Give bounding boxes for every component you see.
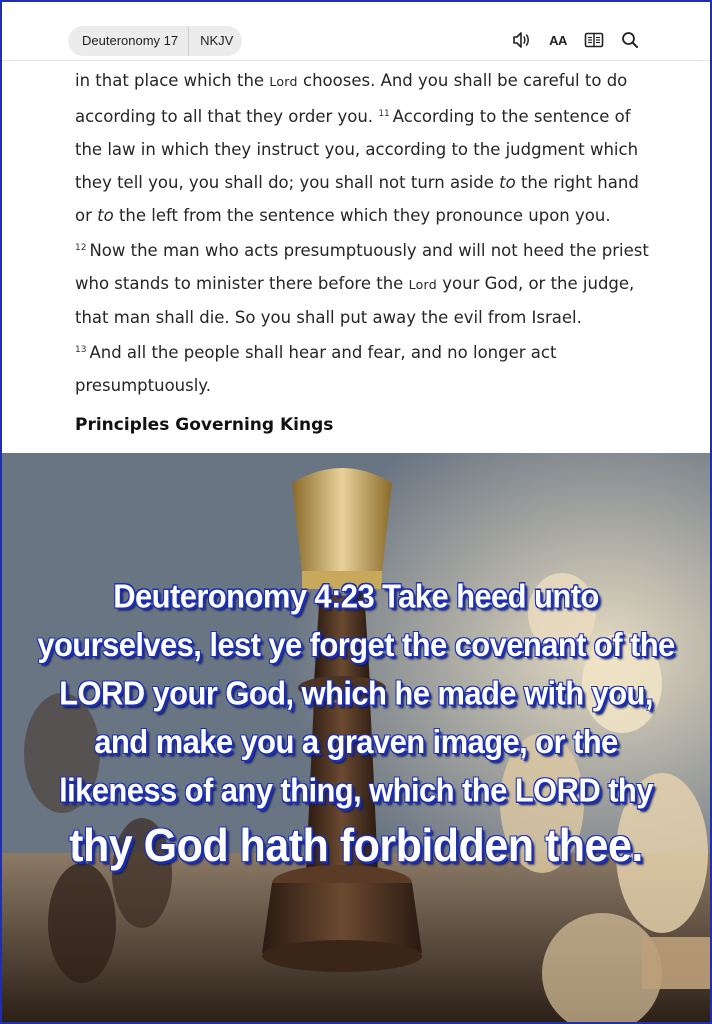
- verse-paragraph: [75, 64, 655, 232]
- search-icon[interactable]: [620, 30, 640, 50]
- chess-king-image: [2, 453, 710, 1022]
- verse-text: the left from the sentence which they pronounce upon you.: [113, 206, 611, 225]
- book-chapter-button[interactable]: Deuteronomy 17: [68, 26, 189, 56]
- top-bar: [2, 2, 710, 61]
- verse-number[interactable]: 13: [75, 345, 87, 355]
- verse-overlay-text: [2, 572, 710, 878]
- lord-small-caps: Lord: [269, 74, 298, 89]
- italic-word: to: [499, 173, 516, 192]
- scripture-text: [75, 64, 655, 402]
- overlay-line: LORD your God, which he made with you,: [59, 674, 653, 713]
- parallel-icon[interactable]: [584, 30, 604, 50]
- version-button[interactable]: NKJV: [200, 33, 234, 48]
- verse-text: in that place which the: [75, 71, 270, 90]
- verse-text: According to the sentence of the law in which they instruct you, according to the judgment which they tell you, you shall do; you shall not turn aside: [75, 107, 639, 192]
- verse-number[interactable]: 12: [75, 243, 87, 253]
- verse-text: the right hand or: [75, 173, 639, 225]
- verse-text: Now the man who acts presumptuously and will not heed the priest who stands to minister there before the: [75, 241, 649, 293]
- speaker-icon[interactable]: [512, 30, 532, 50]
- italic-word: to: [97, 206, 114, 225]
- verse-text: your God, or the judge, that man shall die. So you shall put away the evil from Israel.: [75, 274, 635, 327]
- overlay-line: and make you a graven image, or the: [94, 722, 618, 761]
- overlay-line: likeness of any thing, which the LORD thy: [59, 771, 653, 810]
- overlay-line: thy God hath forbidden thee.: [69, 820, 643, 872]
- verse-paragraph: [75, 334, 655, 402]
- lord-small-caps: Lord: [408, 277, 438, 292]
- overlay-line: yourselves, lest ye forget the covenant of the: [37, 625, 675, 664]
- verse-paragraph: [75, 232, 655, 334]
- toolbar-icons: [512, 30, 640, 50]
- text-size-icon[interactable]: AA: [549, 32, 567, 48]
- reference-selector[interactable]: [68, 26, 242, 56]
- verse-text: chooses. And you shall be careful to do according to all that they order you.: [75, 71, 628, 126]
- verse-text: And all the people shall hear and fear, and no longer act presumptuously.: [75, 343, 557, 395]
- overlay-line: Deuteronomy 4:23 Take heed unto: [113, 577, 599, 615]
- verse-number[interactable]: 11: [378, 109, 390, 119]
- section-heading: Principles Governing Kings: [75, 415, 334, 435]
